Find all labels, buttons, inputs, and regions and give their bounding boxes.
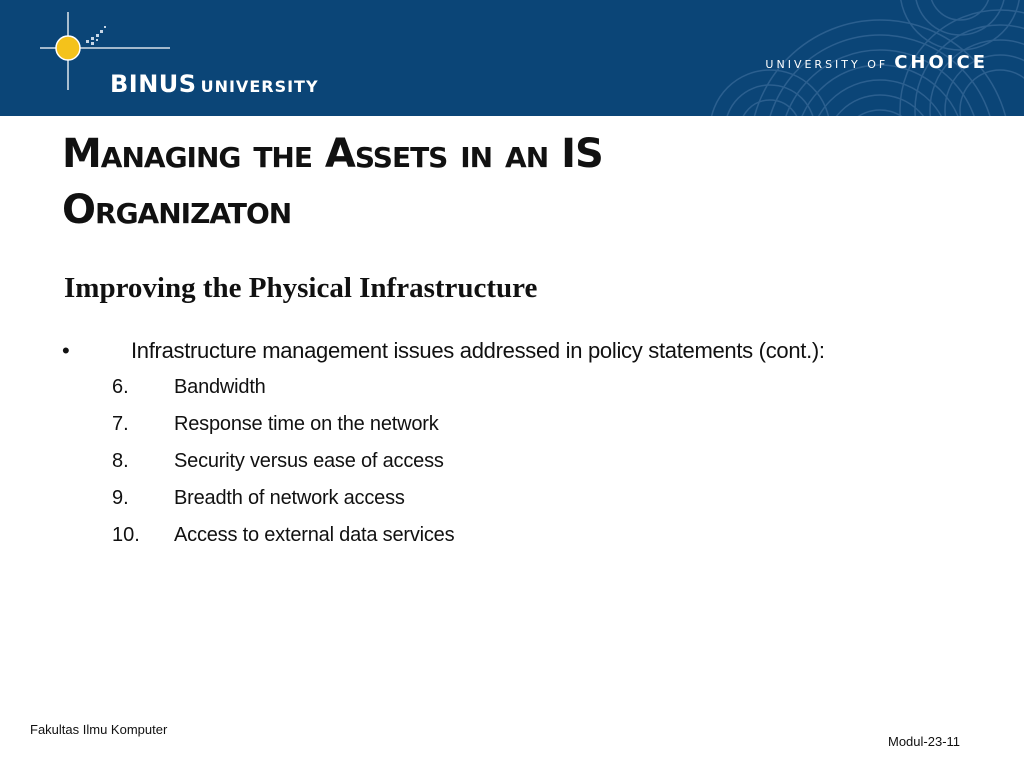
list-item-text: Breadth of network access (174, 487, 405, 509)
list-item-text: Security versus ease of access (174, 450, 444, 472)
slide-title (62, 126, 962, 238)
list-item-number: 8. (112, 450, 129, 472)
bullet-text: Infrastructure management issues addressed in policy statements (cont.): (131, 338, 825, 363)
list-item-number: 9. (112, 487, 129, 509)
list-item-text: Access to external data services (174, 524, 455, 546)
list-item-number: 7. (112, 413, 129, 435)
list-item-number: 10. (112, 524, 140, 546)
logo-name: BINUS (110, 70, 197, 98)
list-item-number: 6. (112, 376, 129, 398)
list-item-text: Response time on the network (174, 413, 439, 435)
logo-suffix: UNIVERSITY (200, 77, 319, 96)
title-line-1: Managing the Assets in an IS (62, 131, 603, 177)
list-item-text: Bandwidth (174, 376, 266, 398)
tagline-big: CHOICE (894, 52, 988, 73)
logo-wordmark (110, 70, 319, 98)
university-tagline (765, 52, 988, 73)
header-banner (0, 0, 1024, 116)
tagline-small: UNIVERSITY OF (765, 58, 889, 71)
bullet-icon: • (62, 338, 70, 363)
slide-subtitle: Improving the Physical Infrastructure (64, 272, 538, 304)
binus-logo (30, 10, 319, 110)
footer-module-number: Modul-23-11 (888, 734, 961, 749)
footer-faculty: Fakultas Ilmu Komputer (30, 722, 168, 737)
title-line-2: Organizaton (62, 187, 292, 233)
